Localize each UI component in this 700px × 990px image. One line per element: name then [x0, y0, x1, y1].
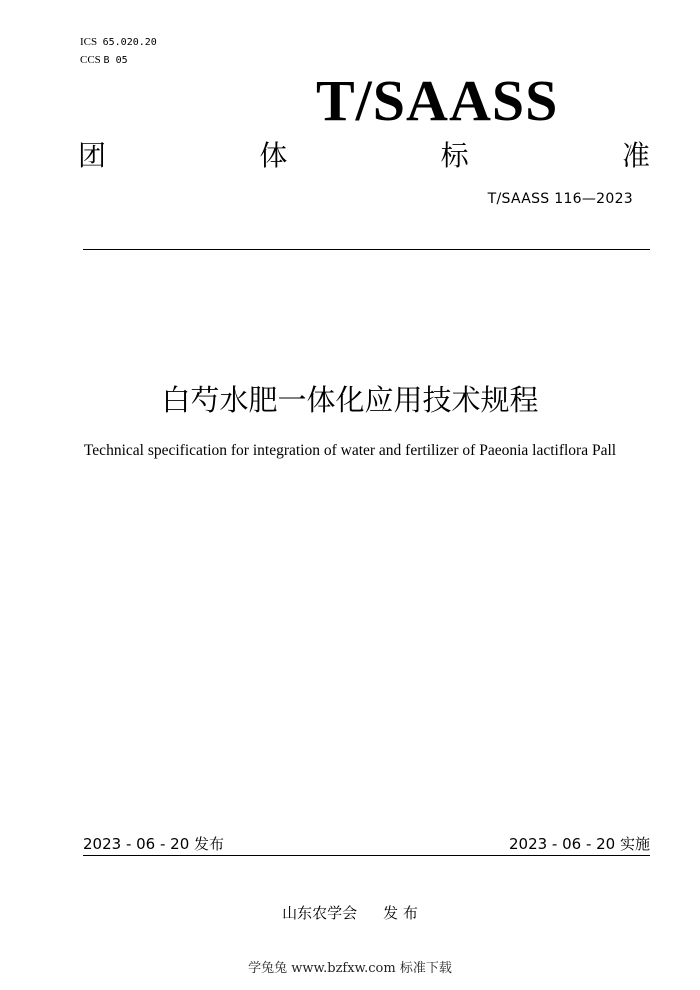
bottom-divider	[83, 855, 650, 856]
standard-number: T/SAASS 116—2023	[487, 191, 633, 207]
ccs-value: B 05	[103, 55, 128, 66]
ics-label: ICS	[80, 36, 98, 48]
ics-value: 65.020.20	[102, 37, 157, 48]
ics-code	[80, 35, 157, 50]
standard-type-char: 团	[78, 139, 107, 172]
standard-type-char: 准	[621, 139, 650, 172]
publisher-name: 山东农学会	[282, 904, 358, 922]
standard-type	[78, 134, 650, 174]
standard-logo: T/SAASS	[316, 68, 559, 133]
standard-type-char: 标	[440, 139, 469, 172]
standard-type-char: 体	[259, 139, 288, 172]
ccs-code	[80, 53, 128, 68]
issue-date: 2023 - 06 - 20 发布	[83, 835, 225, 853]
document-title-chinese: 白芍水肥一体化应用技术规程	[161, 383, 539, 417]
publisher-action: 发 布	[383, 904, 418, 922]
top-divider	[83, 249, 650, 250]
document-title-english: Technical specification for integration of water and fertilizer of Paeonia lactiflora Pall	[83, 442, 617, 459]
implementation-date: 2023 - 06 - 20 实施	[508, 835, 650, 853]
watermark: 学兔兔 www.bzfxw.com 标准下载	[248, 961, 452, 976]
publisher	[0, 903, 700, 923]
ccs-label: CCS	[80, 54, 101, 66]
